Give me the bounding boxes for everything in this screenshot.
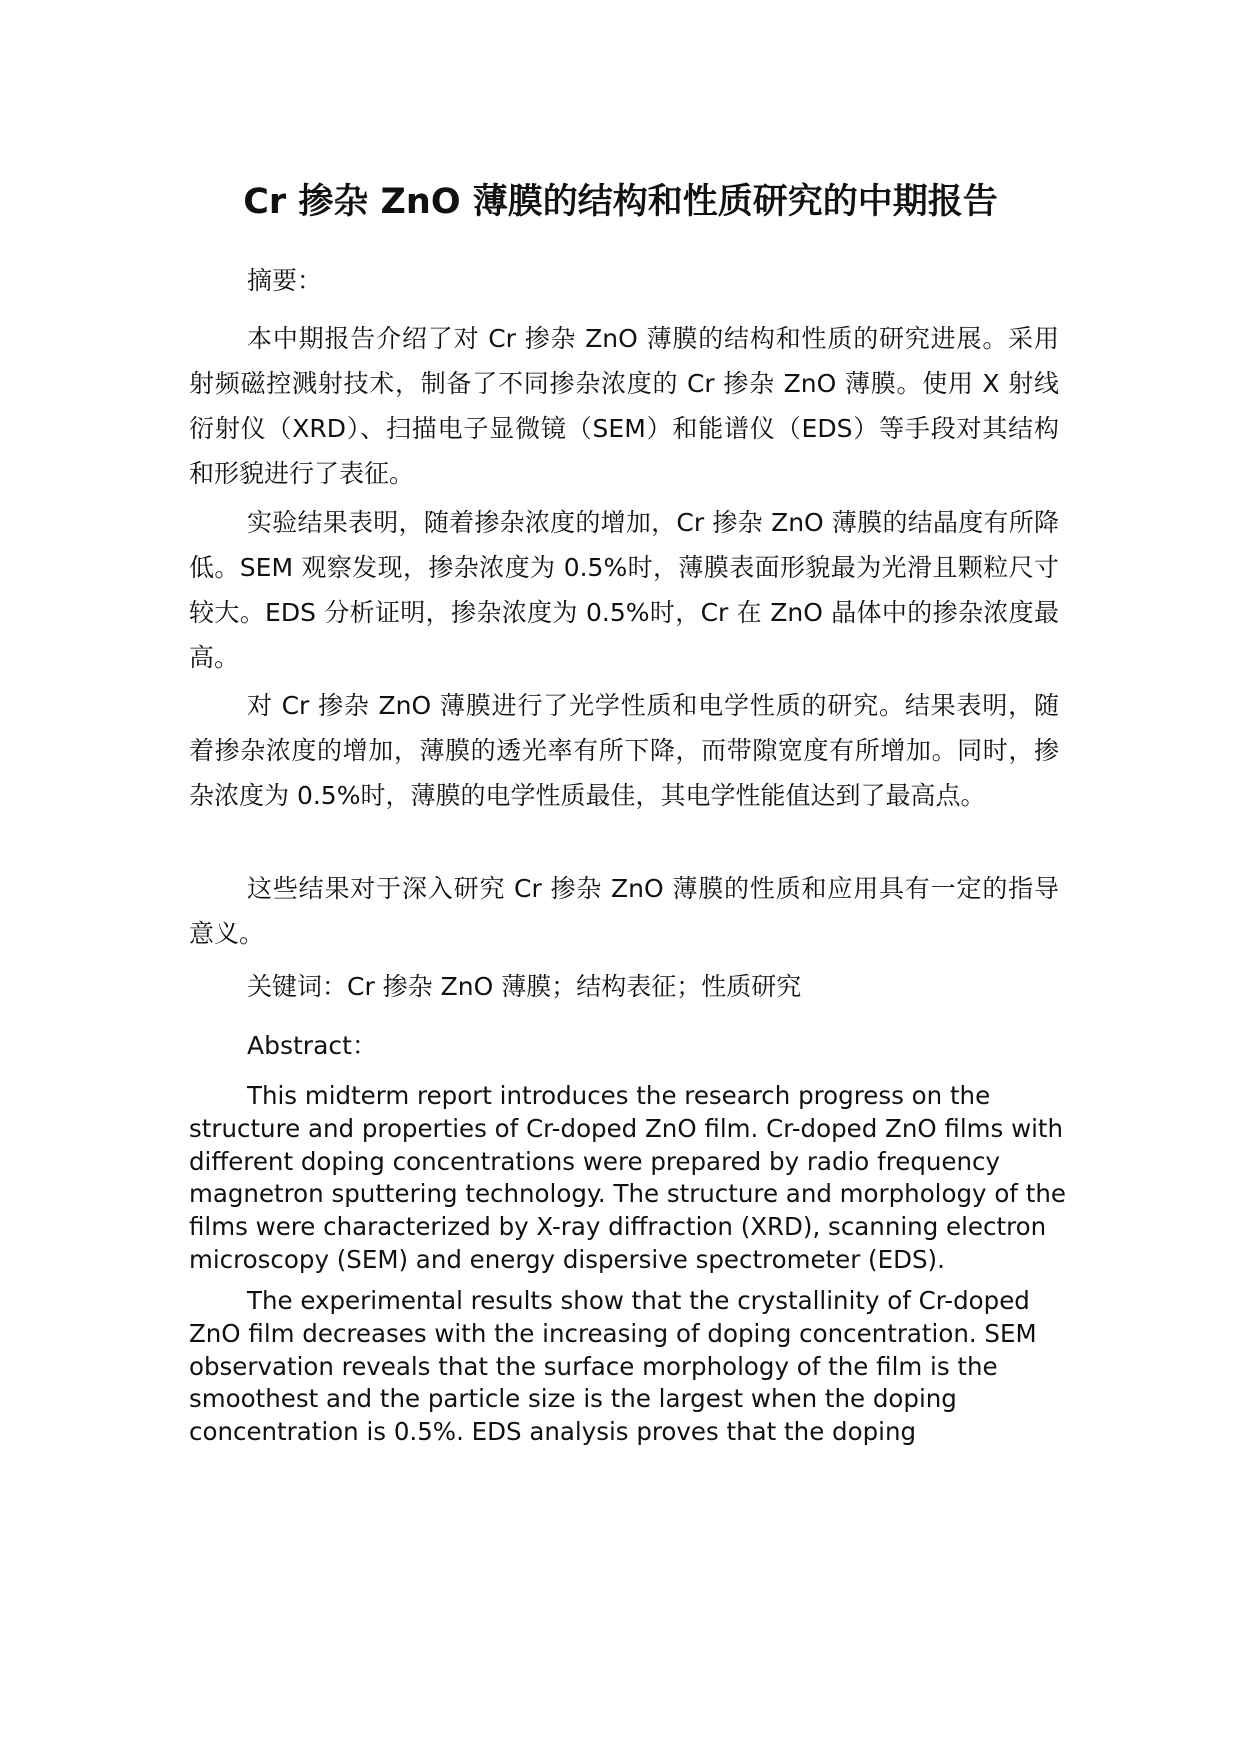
- keywords-cn: 关键词：Cr 掺杂 ZnO 薄膜；结构表征；性质研究: [247, 972, 802, 1001]
- abstract-en-paragraph-2: The experimental results show that the crystallinity of Cr-doped ZnO film decreases with the increasing of doping concentration. SEM observation reveals that the surface morphology of the film is the smoothest and the particle size is the largest when the doping concentration is 0.5%. EDS analysis proves that the doping: [189, 1286, 1037, 1447]
- abstract-en-label: Abstract：: [247, 1031, 377, 1060]
- abstract-en-paragraph-1: This midterm report introduces the research progress on the structure and properties of Cr-doped ZnO film. Cr-doped ZnO films with different doping concentrations were prepared by radio frequency magnetron sputtering technology. The structure and morphology of the films were characterized by X-ray diffraction (XRD), scanning electron microscopy (SEM) and energy dispersive spectrometer (EDS).: [189, 1081, 1066, 1274]
- abstract-cn-paragraph-3: 对 Cr 掺杂 ZnO 薄膜进行了光学性质和电学性质的研究。结果表明，随着掺杂浓度的增加，薄膜的透光率有所下降，而带隙宽度有所增加。同时，掺杂浓度为 0.5%时，薄膜的电学性质最佳，其电学性能值达到了最高点。: [189, 691, 1059, 810]
- abstract-cn-paragraph-2: 实验结果表明，随着掺杂浓度的增加，Cr 掺杂 ZnO 薄膜的结晶度有所降低。SEM 观察发现，掺杂浓度为 0.5%时，薄膜表面形貌最为光滑且颗粒尺寸较大。EDS 分析证明，掺杂浓度为 0.5%时，Cr 在 ZnO 晶体中的掺杂浓度最高。: [189, 508, 1059, 672]
- abstract-cn-paragraph-4: 这些结果对于深入研究 Cr 掺杂 ZnO 薄膜的性质和应用具有一定的指导意义。: [189, 874, 1059, 948]
- abstract-cn-label: 摘要：: [247, 266, 323, 295]
- page-title: Cr 掺杂 ZnO 薄膜的结构和性质研究的中期报告: [243, 182, 998, 222]
- abstract-cn-paragraph-1: 本中期报告介绍了对 Cr 掺杂 ZnO 薄膜的结构和性质的研究进展。采用射频磁控溅射技术，制备了不同掺杂浓度的 Cr 掺杂 ZnO 薄膜。使用 X 射线衍射仪（XRD）、扫描电子显微镜（SEM）和能谱仪（EDS）等手段对其结构和形貌进行了表征。: [189, 324, 1059, 488]
